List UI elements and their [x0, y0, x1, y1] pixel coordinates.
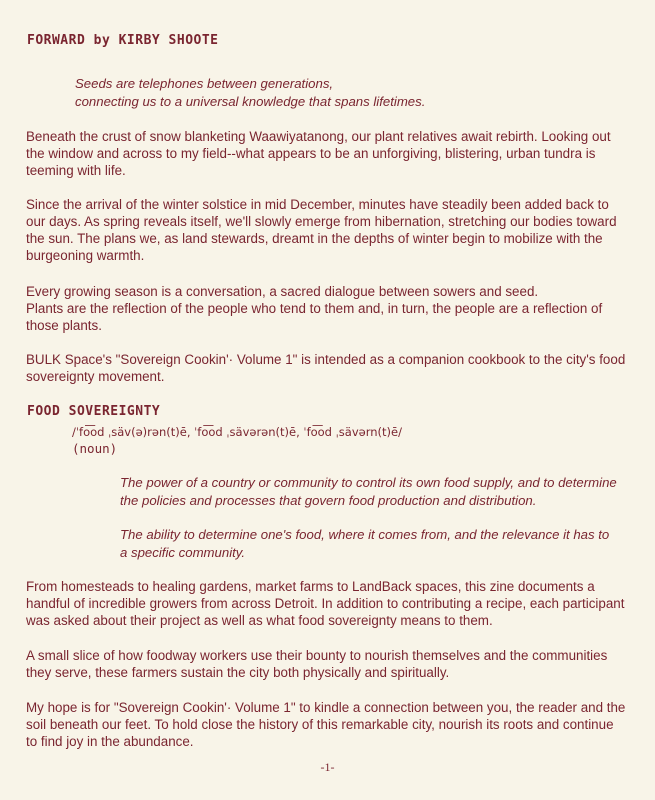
epigraph-line-2: connecting us to a universal knowledge that spans lifetimes.: [75, 94, 426, 109]
epigraph: [75, 75, 495, 111]
epigraph-line-1: Seeds are telephones between generations,: [75, 76, 334, 91]
definition-1: The power of a country or community to control its own food supply, and to determine the policies and processes that govern food production and distribution.: [120, 475, 617, 508]
page-number: -1-: [320, 760, 335, 774]
paragraph-reflection: Plants are the reflection of the people who tend to them and, in turn, the people are a reflection of those plants.: [26, 301, 603, 333]
paragraph-homesteads: From homesteads to healing gardens, market farms to LandBack spaces, this zine documents a handful of incredible growers from across Detroit. In addition to contributing a recipe, each participant was asked about their project as well as what food sovereignty means to them.: [26, 579, 625, 628]
pronunciation: /ˈfo͞od ˌsäv(ə)rən(t)ē, ˈfo͞od ˌsävərən(t)ē, ˈfo͞od ˌsävərn(t)ē/: [72, 425, 402, 439]
definition-2: The ability to determine one's food, where it comes from, and the relevance it has to a specific community.: [120, 527, 610, 560]
paragraph-conversation: Every growing season is a conversation, a sacred dialogue between sowers and seed.: [26, 284, 539, 299]
paragraph-bulk-space: BULK Space's "Sovereign Cookin'· Volume 1" is intended as a companion cookbook to the city's food sovereignty movement.: [26, 352, 626, 384]
part-of-speech: (noun): [72, 441, 118, 456]
paragraph-hope: My hope is for "Sovereign Cookin'· Volume 1" to kindle a connection between you, the reader and the soil beneath our feet. To hold close the history of this remarkable city, nourish its roots and continue to find joy in the abundance.: [26, 700, 626, 749]
paragraph-snow: Beneath the crust of snow blanketing Waawiyatanong, our plant relatives await rebirth. Looking out the window and across to my field--what appears to be an unforgiving, blistering, urban tundra is teeming with life.: [26, 129, 611, 178]
food-sovereignty-heading: FOOD SOVEREIGNTY: [27, 404, 161, 419]
paragraph-solstice: Since the arrival of the winter solstice in mid December, minutes have steadily been added back to our days. As spring reveals itself, we'll slowly emerge from hibernation, stretching our bodies toward the sun. The plans we, as land stewards, dreamt in the depths of winter begin to mobilize with the burgeoning warmth.: [26, 197, 617, 263]
paragraph-foodway: A small slice of how foodway workers use their bounty to nourish themselves and the communities they serve, these farmers sustain the city both physically and spiritually.: [26, 648, 608, 680]
forward-heading: FORWARD by KIRBY SHOOTE: [27, 33, 219, 48]
